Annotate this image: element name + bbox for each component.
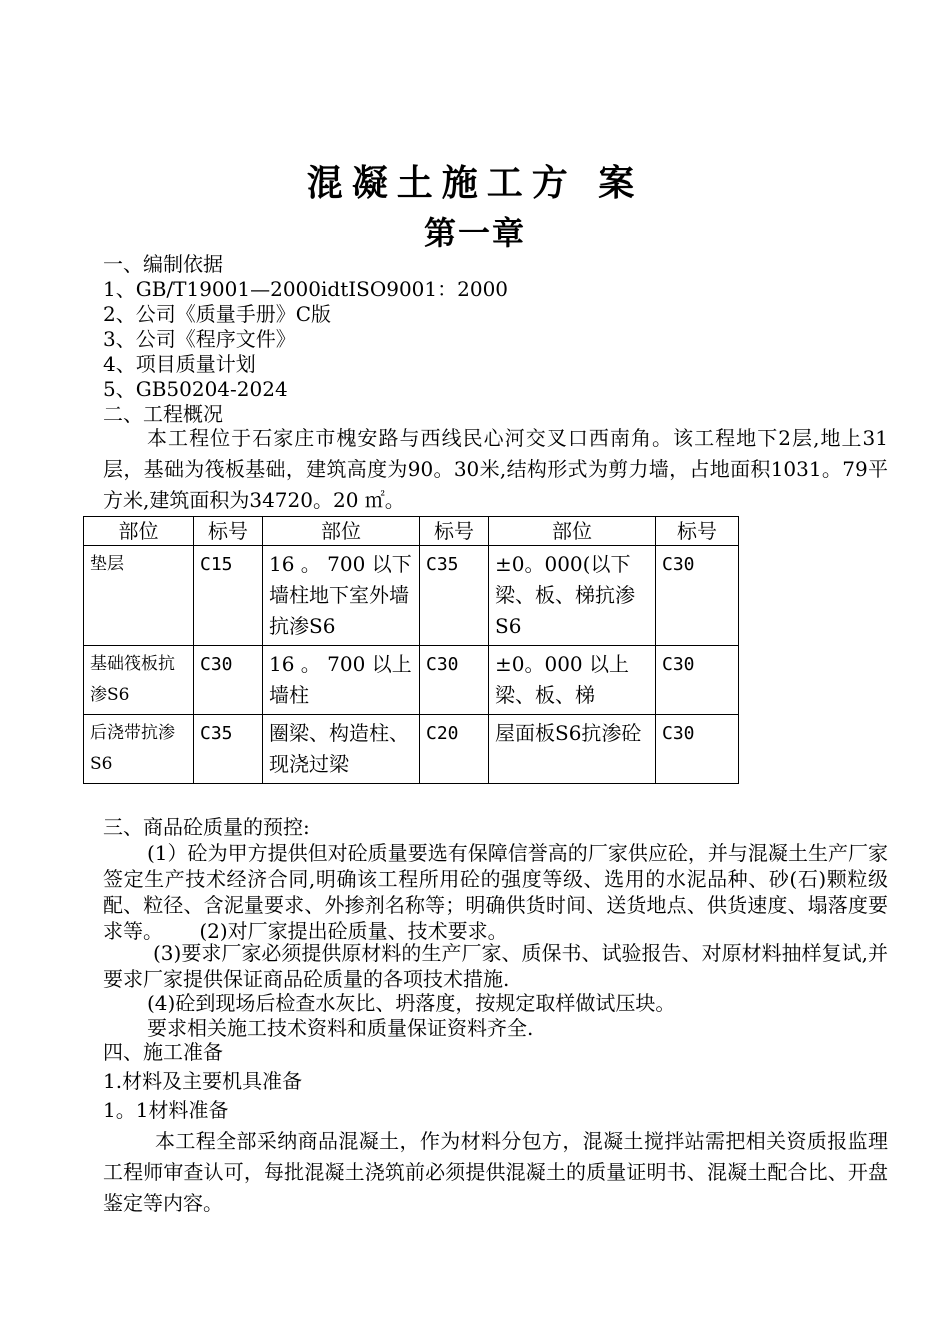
table-cell: 圈梁、构造柱、现浇过梁	[263, 715, 420, 784]
table-cell: C35	[420, 546, 489, 646]
quality-control-paragraph-3: (4)砼到现场后检查水灰比、坍落度，按规定取样做试压块。	[147, 991, 676, 1015]
table-header: 标号	[656, 517, 739, 546]
table-cell: C15	[194, 546, 263, 646]
table-cell: C35	[194, 715, 263, 784]
section4-sub1: 1.材料及主要机具准备	[103, 1069, 303, 1093]
table-cell: ±0。000 以上梁、板、梯	[489, 646, 656, 715]
table-cell: C20	[420, 715, 489, 784]
table-cell: 基础筏板抗渗S6	[84, 646, 194, 715]
project-overview-paragraph: 本工程位于石家庄市槐安路与西线民心河交叉口西南角。该工程地下2层,地上31层，基础为筏板基础，建筑高度为90。30米,结构形式为剪力墙，占地面积1031。79平方米,建筑面积为34720。20 ㎡。	[103, 426, 888, 512]
table-header: 标号	[420, 517, 489, 546]
table-cell: C30	[194, 646, 263, 715]
basis-item: 3、公司《程序文件》	[103, 327, 296, 351]
basis-item: 4、项目质量计划	[103, 352, 256, 376]
concrete-grade-table	[83, 516, 739, 784]
quality-control-paragraph-4: 要求相关施工技术资料和质量保证资料齐全.	[147, 1016, 534, 1040]
table-cell: C30	[656, 646, 739, 715]
table-cell: C30	[656, 715, 739, 784]
table-cell: 16 。 700 以下墙柱地下室外墙抗渗S6	[263, 546, 420, 646]
table-header: 标号	[194, 517, 263, 546]
table-header: 部位	[263, 517, 420, 546]
table-row	[84, 546, 739, 646]
table-header: 部位	[489, 517, 656, 546]
section4-sub2: 1。1材料准备	[103, 1098, 229, 1122]
table-cell: 垫层	[84, 546, 194, 646]
table-cell: 16 。 700 以上墙柱	[263, 646, 420, 715]
basis-item: 2、公司《质量手册》C版	[103, 302, 332, 326]
table-row	[84, 646, 739, 715]
basis-item: 1、GB/T19001—2000idtISO9001：2000	[103, 277, 509, 301]
table-header: 部位	[84, 517, 194, 546]
table-cell: 屋面板S6抗渗砼	[489, 715, 656, 784]
table-cell: 后浇带抗渗S6	[84, 715, 194, 784]
table-header-row	[84, 517, 739, 546]
section2-heading: 二、工程概况	[103, 402, 223, 426]
section4-heading: 四、施工准备	[103, 1040, 223, 1064]
quality-control-paragraph-2: (3)要求厂家必须提供原材料的生产厂家、质保书、试验报告、对原材料抽样复试,并要求厂家提供保证商品砼质量的各项技术措施.	[103, 941, 888, 991]
section3-heading: 三、商品砼质量的预控:	[103, 815, 310, 839]
table-cell: C30	[656, 546, 739, 646]
quality-control-paragraph-1: (1）砼为甲方提供但对砼质量要选有保障信誉高的厂家供应砼，并与混凝土生产厂家签定生产技术经济合同,明确该工程所用砼的强度等级、选用的水泥品种、砂(石)颗粒级配、粒径、含泥量要求、外掺剂名称等；明确供货时间、送货地点、供货速度、塌落度要求等。 (2)对厂家提出砼质量、技术要求。	[103, 841, 888, 943]
material-paragraph: 本工程全部采纳商品混凝土，作为材料分包方，混凝土搅拌站需把相关资质报监理工程师审查认可，每批混凝土浇筑前必须提供混凝土的质量证明书、混凝土配合比、开盘鉴定等内容。	[103, 1129, 888, 1215]
table-row	[84, 715, 739, 784]
table-cell: ±0。000(以下梁、板、梯抗渗S6	[489, 546, 656, 646]
document-title: 混凝土施工方 案	[306, 163, 644, 204]
chapter-title: 第一章	[423, 214, 526, 252]
table-cell: C30	[420, 646, 489, 715]
section1-heading: 一、编制依据	[103, 252, 223, 276]
basis-item: 5、GB50204-2024	[103, 377, 288, 401]
